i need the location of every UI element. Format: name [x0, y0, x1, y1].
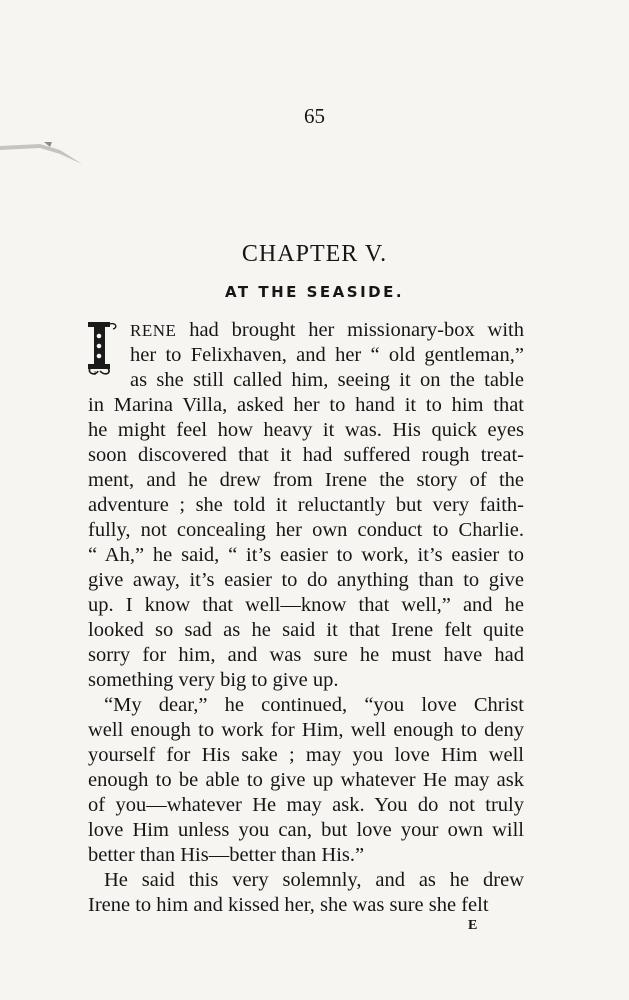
section-title: AT THE SEASIDE.	[224, 283, 405, 301]
text-line: he might feel how heavy it was. His quick eyes	[88, 419, 524, 441]
text-line: her to Felixhaven, and her “ old gentleman,”	[130, 344, 524, 366]
signature-mark: E	[468, 918, 479, 933]
text-line: up. I know that well—know that well,” and he	[88, 594, 524, 616]
text-line: ment, and he drew from Irene the story of the	[88, 469, 524, 491]
text-line: of you—whatever He may ask. You do not truly	[88, 794, 524, 816]
text-line: better than His—better than His.”	[88, 844, 365, 866]
text-line: looked so sad as he said it that Irene felt quite	[88, 619, 524, 641]
chapter-title: CHAPTER V.	[241, 241, 388, 267]
text-line: fully, not concealing her own conduct to Charlie.	[88, 519, 524, 541]
text-line: well enough to work for Him, well enough to deny	[88, 719, 524, 741]
page-smudge-mark	[0, 134, 90, 174]
text-line: RENE had brought her missionary-box with	[130, 319, 524, 341]
page-number: 65	[304, 104, 325, 128]
text-line: “My dear,” he continued, “you love Christ	[104, 694, 524, 716]
text-line: soon discovered that it had suffered rough treat-	[88, 444, 524, 466]
first-word-smallcaps: RENE	[130, 321, 177, 340]
text-line: adventure ; she told it reluctantly but very faith-	[88, 494, 524, 516]
text-line: sorry for him, and was sure he must have had	[88, 644, 524, 666]
text-line: as she still called him, seeing it on the table	[130, 369, 524, 391]
text-line: yourself for His sake ; may you love Him well	[88, 744, 524, 766]
text-line: Irene to him and kissed her, she was sure she felt	[88, 894, 489, 916]
text-line: in Marina Villa, asked her to hand it to him that	[88, 394, 524, 416]
text-line: “ Ah,” he said, “ it’s easier to work, it’s easier to	[88, 544, 524, 566]
text-line: enough to be able to give up whatever He may ask	[88, 769, 524, 791]
text-line: something very big to give up.	[88, 669, 339, 691]
dropcap-letter: I	[94, 371, 96, 376]
ornamental-dropcap	[86, 320, 126, 376]
text-line: He said this very solemnly, and as he drew	[104, 869, 524, 891]
text-line: love Him unless you can, but love your own will	[88, 819, 524, 841]
text-line: give away, it’s easier to do anything than to give	[88, 569, 524, 591]
